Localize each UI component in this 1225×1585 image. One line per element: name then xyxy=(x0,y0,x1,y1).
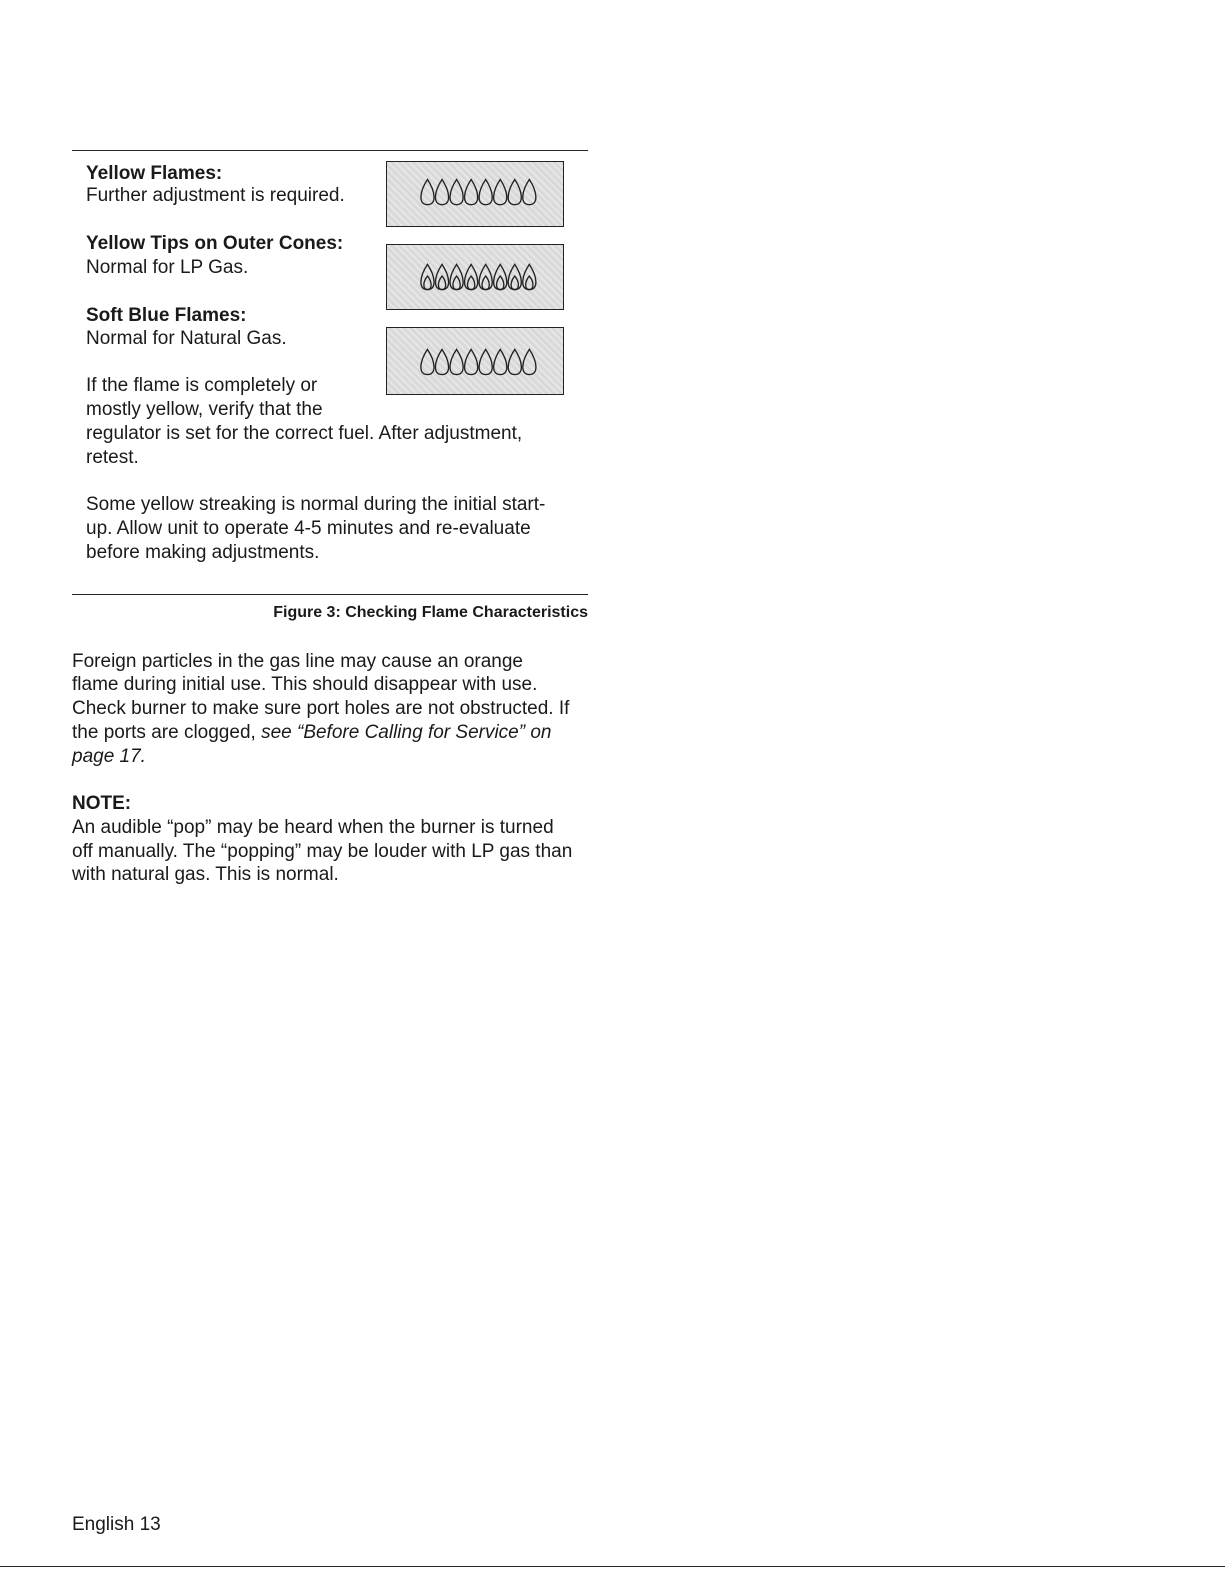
yellow-flames-icon xyxy=(387,162,563,226)
page-label: English 13 xyxy=(72,1514,161,1535)
yellow-tips-text: Normal for LP Gas. xyxy=(86,257,249,278)
before-calling-service-reference: see “Before Calling for Service” on xyxy=(261,722,552,743)
soft-blue-text: Normal for Natural Gas. xyxy=(86,328,287,349)
foreign-particles-text: the ports are clogged, xyxy=(72,722,256,743)
foreign-particles-line: flame during initial use. This should disappear with use. xyxy=(72,674,538,695)
note-line: off manually. The “popping” may be louder with LP gas than xyxy=(72,841,573,862)
soft-blue-heading: Soft Blue Flames: xyxy=(86,305,247,326)
soft-blue-illustration xyxy=(386,327,564,395)
figure-top-rule xyxy=(72,150,588,151)
streaking-line: Some yellow streaking is normal during the initial start- xyxy=(86,494,546,515)
yellow-tips-illustration xyxy=(386,244,564,310)
yellow-flames-text: Further adjustment is required. xyxy=(86,185,345,206)
note-line: with natural gas. This is normal. xyxy=(72,864,339,885)
foreign-particles-line: Check burner to make sure port holes are not obstructed. If xyxy=(72,698,570,719)
yellow-tips-heading: Yellow Tips on Outer Cones: xyxy=(86,233,344,254)
figure-caption: Figure 3: Checking Flame Characteristics xyxy=(273,604,588,621)
yellow-flames-heading: Yellow Flames: xyxy=(86,163,223,184)
figure-bottom-rule xyxy=(72,594,588,595)
streaking-line: up. Allow unit to operate 4-5 minutes and re-evaluate xyxy=(86,518,531,539)
foreign-particles-line xyxy=(72,721,552,745)
page-reference: page 17. xyxy=(72,746,146,767)
yellow-flames-illustration xyxy=(386,161,564,227)
soft-blue-flames-icon xyxy=(387,328,563,394)
yellow-warning-line: If the flame is completely or xyxy=(86,375,318,396)
foreign-particles-line: Foreign particles in the gas line may cause an orange xyxy=(72,651,523,672)
yellow-warning-line: retest. xyxy=(86,447,139,468)
yellow-tips-flames-icon xyxy=(387,245,563,309)
note-heading: NOTE: xyxy=(72,793,132,814)
page-bottom-rule xyxy=(0,1566,1225,1567)
note-line: An audible “pop” may be heard when the burner is turned xyxy=(72,817,554,838)
yellow-warning-line: mostly yellow, verify that the xyxy=(86,399,323,420)
streaking-line: before making adjustments. xyxy=(86,542,320,563)
yellow-warning-line: regulator is set for the correct fuel. After adjustment, xyxy=(86,423,523,444)
